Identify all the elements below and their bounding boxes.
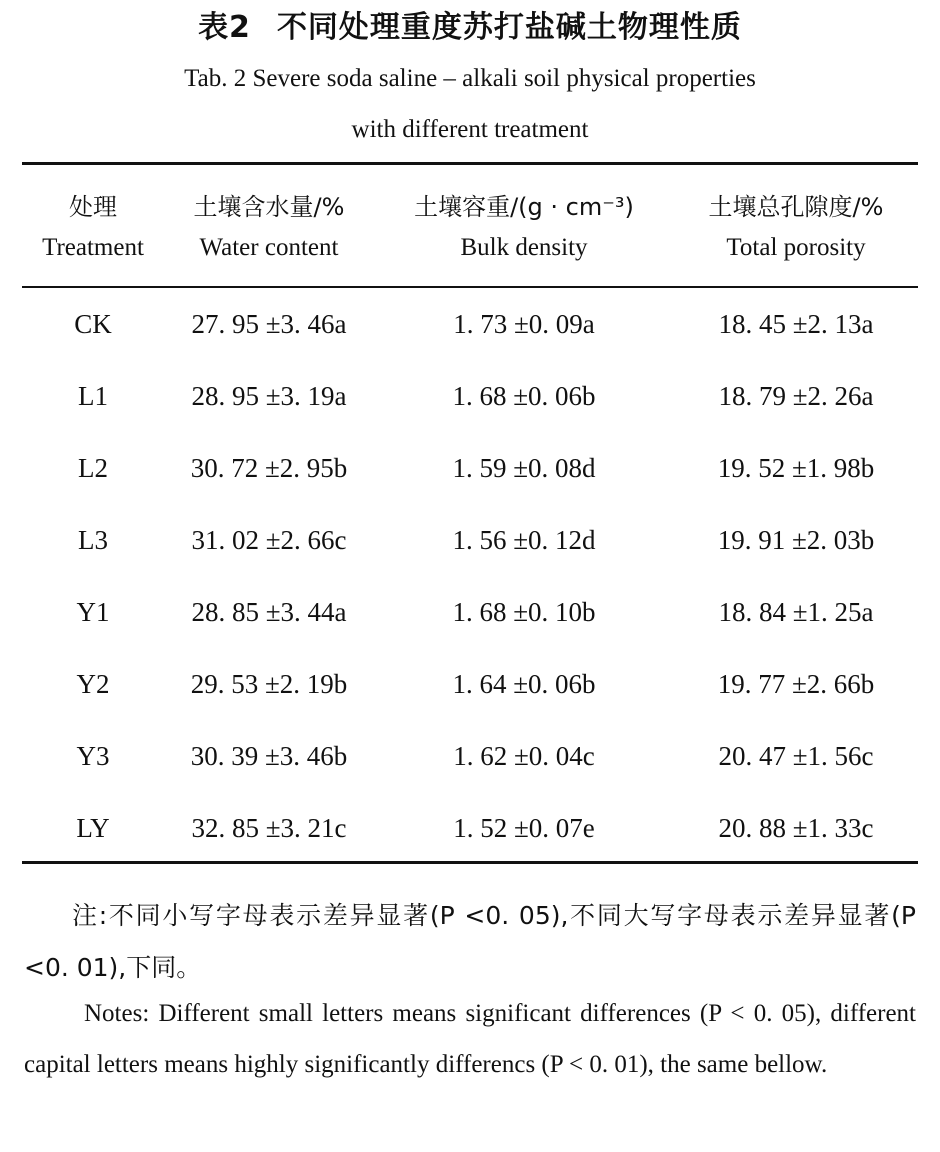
table-bottom-rule — [22, 861, 918, 864]
cell-bulk-density: 1. 64 ±0. 06b — [452, 669, 596, 699]
table-row — [0, 736, 940, 776]
header-total-porosity-cn: 土壤总孔隙度/% — [708, 193, 884, 221]
header-treatment-cn: 处理 — [69, 193, 117, 221]
cell-treatment: Y1 — [76, 597, 110, 627]
header-treatment-en: Treatment — [42, 234, 144, 261]
cell-bulk-density: 1. 68 ±0. 10b — [452, 597, 596, 627]
table-row — [0, 664, 940, 704]
cell-total-porosity: 18. 79 ±2. 26a — [718, 381, 874, 411]
cell-total-porosity: 19. 52 ±1. 98b — [717, 453, 875, 483]
cell-total-porosity: 20. 88 ±1. 33c — [718, 813, 874, 843]
cell-treatment: L2 — [78, 453, 108, 483]
cell-water-content: 30. 72 ±2. 95b — [190, 453, 348, 483]
cell-treatment: L1 — [78, 381, 108, 411]
table-title-cn-text: 不同处理重度苏打盐碱土物理性质 — [276, 10, 742, 45]
table-row — [0, 304, 940, 344]
table-row — [0, 376, 940, 416]
header-water-content-en: Water content — [199, 234, 339, 261]
table-row — [0, 520, 940, 560]
cell-treatment: Y2 — [76, 669, 110, 699]
cell-water-content: 30. 39 ±3. 46b — [190, 741, 348, 771]
cell-total-porosity: 19. 77 ±2. 66b — [717, 669, 875, 699]
header-total-porosity-en: Total porosity — [726, 234, 866, 261]
table-note-en: Notes: Different small letters means significant differences (P < 0. 05), different capital letters means highly significantly differencs (P < 0. 01), the same bellow. — [24, 1000, 916, 1078]
cell-bulk-density: 1. 59 ±0. 08d — [452, 453, 596, 483]
table-title-en-line1: Tab. 2 Severe soda saline – alkali soil physical properties — [184, 65, 756, 92]
header-bulk-density-en: Bulk density — [460, 234, 588, 261]
cell-water-content: 27. 95 ±3. 46a — [191, 309, 347, 339]
cell-treatment: CK — [74, 309, 112, 339]
cell-water-content: 29. 53 ±2. 19b — [190, 669, 348, 699]
table-title-cn — [0, 8, 940, 48]
table-row — [0, 592, 940, 632]
table-title-en-line2: with different treatment — [351, 116, 589, 143]
cell-total-porosity: 18. 45 ±2. 13a — [718, 309, 874, 339]
header-water-content-cn: 土壤含水量/% — [193, 193, 345, 221]
cell-water-content: 31. 02 ±2. 66c — [191, 525, 347, 555]
header-bulk-density-cn: 土壤容重/(g · cm⁻³) — [414, 193, 634, 221]
cell-bulk-density: 1. 73 ±0. 09a — [453, 309, 595, 339]
cell-treatment: L3 — [78, 525, 108, 555]
cell-bulk-density: 1. 68 ±0. 06b — [452, 381, 596, 411]
cell-bulk-density: 1. 52 ±0. 07e — [453, 813, 595, 843]
table-note-cn: 注:不同小写字母表示差异显著(P <0. 05),不同大写字母表示差异显著(P <0. 01),下同。 — [24, 901, 916, 982]
cell-bulk-density: 1. 56 ±0. 12d — [452, 525, 596, 555]
cell-total-porosity: 18. 84 ±1. 25a — [718, 597, 874, 627]
cell-total-porosity: 20. 47 ±1. 56c — [718, 741, 874, 771]
table-row — [0, 448, 940, 488]
cell-water-content: 32. 85 ±3. 21c — [191, 813, 347, 843]
table-header-rule — [22, 286, 918, 288]
cell-bulk-density: 1. 62 ±0. 04c — [453, 741, 595, 771]
table-number-cn: 表2 — [198, 10, 251, 45]
cell-water-content: 28. 85 ±3. 44a — [191, 597, 347, 627]
cell-water-content: 28. 95 ±3. 19a — [191, 381, 347, 411]
cell-total-porosity: 19. 91 ±2. 03b — [717, 525, 875, 555]
table-row — [0, 808, 940, 848]
table-top-rule — [22, 162, 918, 165]
cell-treatment: Y3 — [76, 741, 110, 771]
cell-treatment: LY — [76, 813, 110, 843]
